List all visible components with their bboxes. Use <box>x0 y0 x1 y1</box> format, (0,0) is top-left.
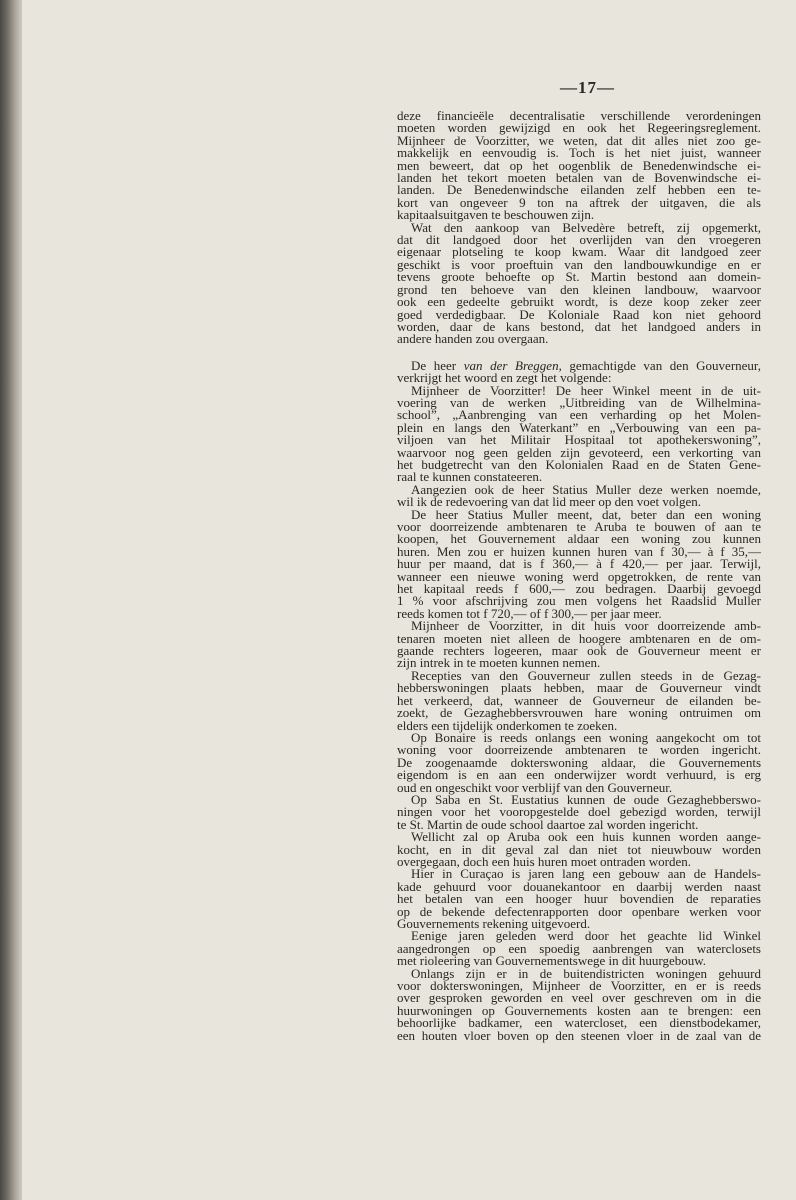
text-column <box>397 110 761 1042</box>
text-line: viljoen van het Militair Hospitaal tot apothekerswoning”, <box>397 432 761 448</box>
text-line: elders een tijdelijk onderkomen te zoeken. <box>397 717 618 733</box>
text-line: 1 % voor afschrijving zou men volgens het Raadslid Muller <box>397 593 761 609</box>
text-line: behoorlijke badkamer, een watercloset, een dienstbodekamer, <box>397 1015 761 1031</box>
text-line: andere handen zou overgaan. <box>397 331 549 347</box>
text-line: over gesproken geworden en veel over geschreven om in die <box>397 990 761 1006</box>
text-line: het betalen van een hooger huur bovendien de reparaties <box>397 891 761 907</box>
text-line: te St. Martin de oude school daartoe zal worden ingericht. <box>397 816 699 832</box>
text-line: het verkeerd, dat, wanneer de Gouverneur de eilanden be- <box>397 692 761 708</box>
text-line: eigendom is en aan een onderwijzer wordt verhuurd, is erg <box>397 767 761 783</box>
text-line: ook een gedeelte gebruikt wordt, is deze koop zeker zeer <box>397 294 761 310</box>
text-line: met rioleering van Gouvernementswege in dit huurgebouw. <box>397 953 707 969</box>
text-line: gaande rechters logeeren, maar ook de Gouverneur meent er <box>397 643 761 659</box>
text-line: kapitaalsuitgaven te beschouwen zijn. <box>397 207 595 223</box>
text-line: Eenige jaren geleden werd door het geachte lid Winkel <box>411 928 761 944</box>
text-line: Op Bonaire is reeds onlangs een woning aangekocht om tot <box>411 729 761 745</box>
text-line: Onlangs zijn er in de buitendistricten woningen gehuurd <box>411 965 761 981</box>
text-line: Mijnheer de Voorzitter! De heer Winkel meent in de uit- <box>411 382 761 398</box>
text-line: plein en langs den Waterkant” en „Verbouwing van een pa- <box>397 419 761 435</box>
text-line: kort van ongeveer 9 ton na aftrek der uitgaven, die als <box>397 194 761 210</box>
text-line: kade gehuurd voor douanekantoor en daarbij werden naast <box>397 878 761 894</box>
text-line: grond ten behoeve van den kleinen landbouw, waarvoor <box>397 281 761 297</box>
speaker-name: van der Breggen <box>463 357 559 373</box>
text-line: deze financieële decentralisatie verschillende verordeningen <box>397 108 761 123</box>
text-line: De heer van der Breggen, gemachtigde van den Gouverneur, <box>411 357 761 373</box>
text-line: koopen, het Gouvernement aldaar een woning zou kunnen <box>397 531 761 547</box>
text-line: huur per maand, dat is f 360,— à f 420,— per jaar. Terwijl, <box>397 556 761 572</box>
text-line: huren. Men zou er huizen kunnen huren van f 30,— à f 35,— <box>397 543 761 559</box>
text-line: huurwoningen op Gouvernements kosten aan te brengen: een <box>397 1002 761 1018</box>
text-line: Wat den aankoop van Belvedère betreft, zij opgemerkt, <box>411 219 761 235</box>
text-line: school”, „Aanbrenging van een verharding op het Molen- <box>397 407 761 423</box>
text-line: kocht, en in dit geval zal dan niet tot nieuwbouw worden <box>397 841 761 857</box>
text-line: voor doorreizende ambtenaren te Aruba te bouwen of aan te <box>397 519 761 534</box>
text-line: Wellicht zal op Aruba ook een huis kunnen worden aange- <box>411 829 761 845</box>
text-line: landen het tekort moeten betalen van de Bovenwindsche ei- <box>397 170 761 186</box>
text-line: raal te kunnen constateeren. <box>397 469 543 485</box>
text-line: moeten worden gewijzigd en ook het Regeeringsreglement. <box>397 120 761 136</box>
text-line: woning voor doorreizende ambtenaren te worden ingericht. <box>397 742 761 758</box>
text-line: De heer Statius Muller meent, dat, beter dan een woning <box>411 506 761 522</box>
text-line: eigenaar plotseling te koop kwam. Waar dit landgoed zeer <box>397 244 761 260</box>
text-line: het budgetrecht van den Kolonialen Raad en de Staten Gene- <box>397 456 761 472</box>
text-line: Mijnheer de Voorzitter, we weten, dat dit alles niet zoo ge- <box>397 132 761 148</box>
text-line: Recepties van den Gouverneur zullen steeds in de Gezag- <box>411 667 761 683</box>
text-line: men beweert, dat op het oogenblik de Benedenwindsche ei- <box>397 157 761 173</box>
text-line: oud en ongeschikt voor verblijf van den Gouverneur. <box>397 779 673 795</box>
text-line: tenaren moeten niet alleen de hoogere ambtenaren en de om- <box>397 630 761 646</box>
text-line: wanneer een nieuwe woning werd opgetrokken, de rente van <box>397 568 761 584</box>
text-line: voering van de werken „Uitbreiding van de Wilhelmina- <box>397 394 761 410</box>
text-line: makkelijk en eenvoudig is. Toch is het niet juist, wanneer <box>397 145 761 161</box>
text-line: wil ik de redevoering van dat lid meer op den voet volgen. <box>397 494 701 510</box>
text-line: Op Saba en St. Eustatius kunnen de oude Gezaghebberswo- <box>411 791 761 807</box>
text-line: landen. De Benedenwindsche eilanden zelf hebben een te- <box>397 182 761 198</box>
text-line: verkrijgt het woord en zegt het volgende: <box>397 370 612 386</box>
text-line: Hier in Curaçao is jaren lang een gebouw aan de Handels- <box>411 866 761 882</box>
text-line: De zoogenaamde dokterswoning aldaar, die Gouvernements <box>397 754 761 770</box>
text-line: reeds komen tot f 720,— of f 300,— per jaar meer. <box>397 605 662 621</box>
text-line: ningen voor het vooropgestelde doel gebezigd worden, terwijl <box>397 804 761 820</box>
text-line: Mijnheer de Voorzitter, in dit huis voor doorreizende amb- <box>411 618 761 634</box>
text-line: zoekt, de Gezaghebbersvrouwen hare woning ontruimen om <box>397 705 761 721</box>
text-line: zijn intrek in te moeten kunnen nemen. <box>397 655 601 671</box>
text-line: hebberswoningen plaats hebben, maar de Gouverneur vindt <box>397 680 761 696</box>
page-number: —17— <box>560 78 615 97</box>
text-line: geschikt is voor proeftuin van den landbouwkundige en er <box>397 256 761 272</box>
text-line: worden, daar de kans bestond, dat het landgoed anders in <box>397 318 761 334</box>
text-line: aangedrongen op een spoedig aanbrengen van waterclosets <box>397 940 761 956</box>
text-line: op de bekende defectenrapporten door openbare werken voor <box>397 903 761 919</box>
text-line: dat dit landgoed door het overlijden van den vroegeren <box>397 232 761 248</box>
book-binding-edge <box>0 0 22 1200</box>
text-line: een houten vloer boven op den steenen vloer in de zaal van de <box>397 1027 761 1043</box>
text-line: Gouvernements rekening uitgevoerd. <box>397 916 591 931</box>
text-line: goed verdedigbaar. De Koloniale Raad kon niet gehoord <box>397 306 761 322</box>
text-line: waarvoor nog geen gelden zijn gevoteerd, een verkorting van <box>397 444 761 460</box>
text-line: Aangezien ook de heer Statius Muller deze werken noemde, <box>411 481 761 497</box>
text-line: voor dokterswoningen, Mijnheer de Voorzitter, en er is reeds <box>397 978 761 994</box>
text-line: overgegaan, doch een huis huren moet ontraden worden. <box>397 853 691 869</box>
text-line: tevens groote behoefte op St. Martin bestond aan domein- <box>397 269 761 285</box>
text-line: het kapitaal reeds f 600,— zou bedragen. Daarbij gevoegd <box>397 581 761 597</box>
